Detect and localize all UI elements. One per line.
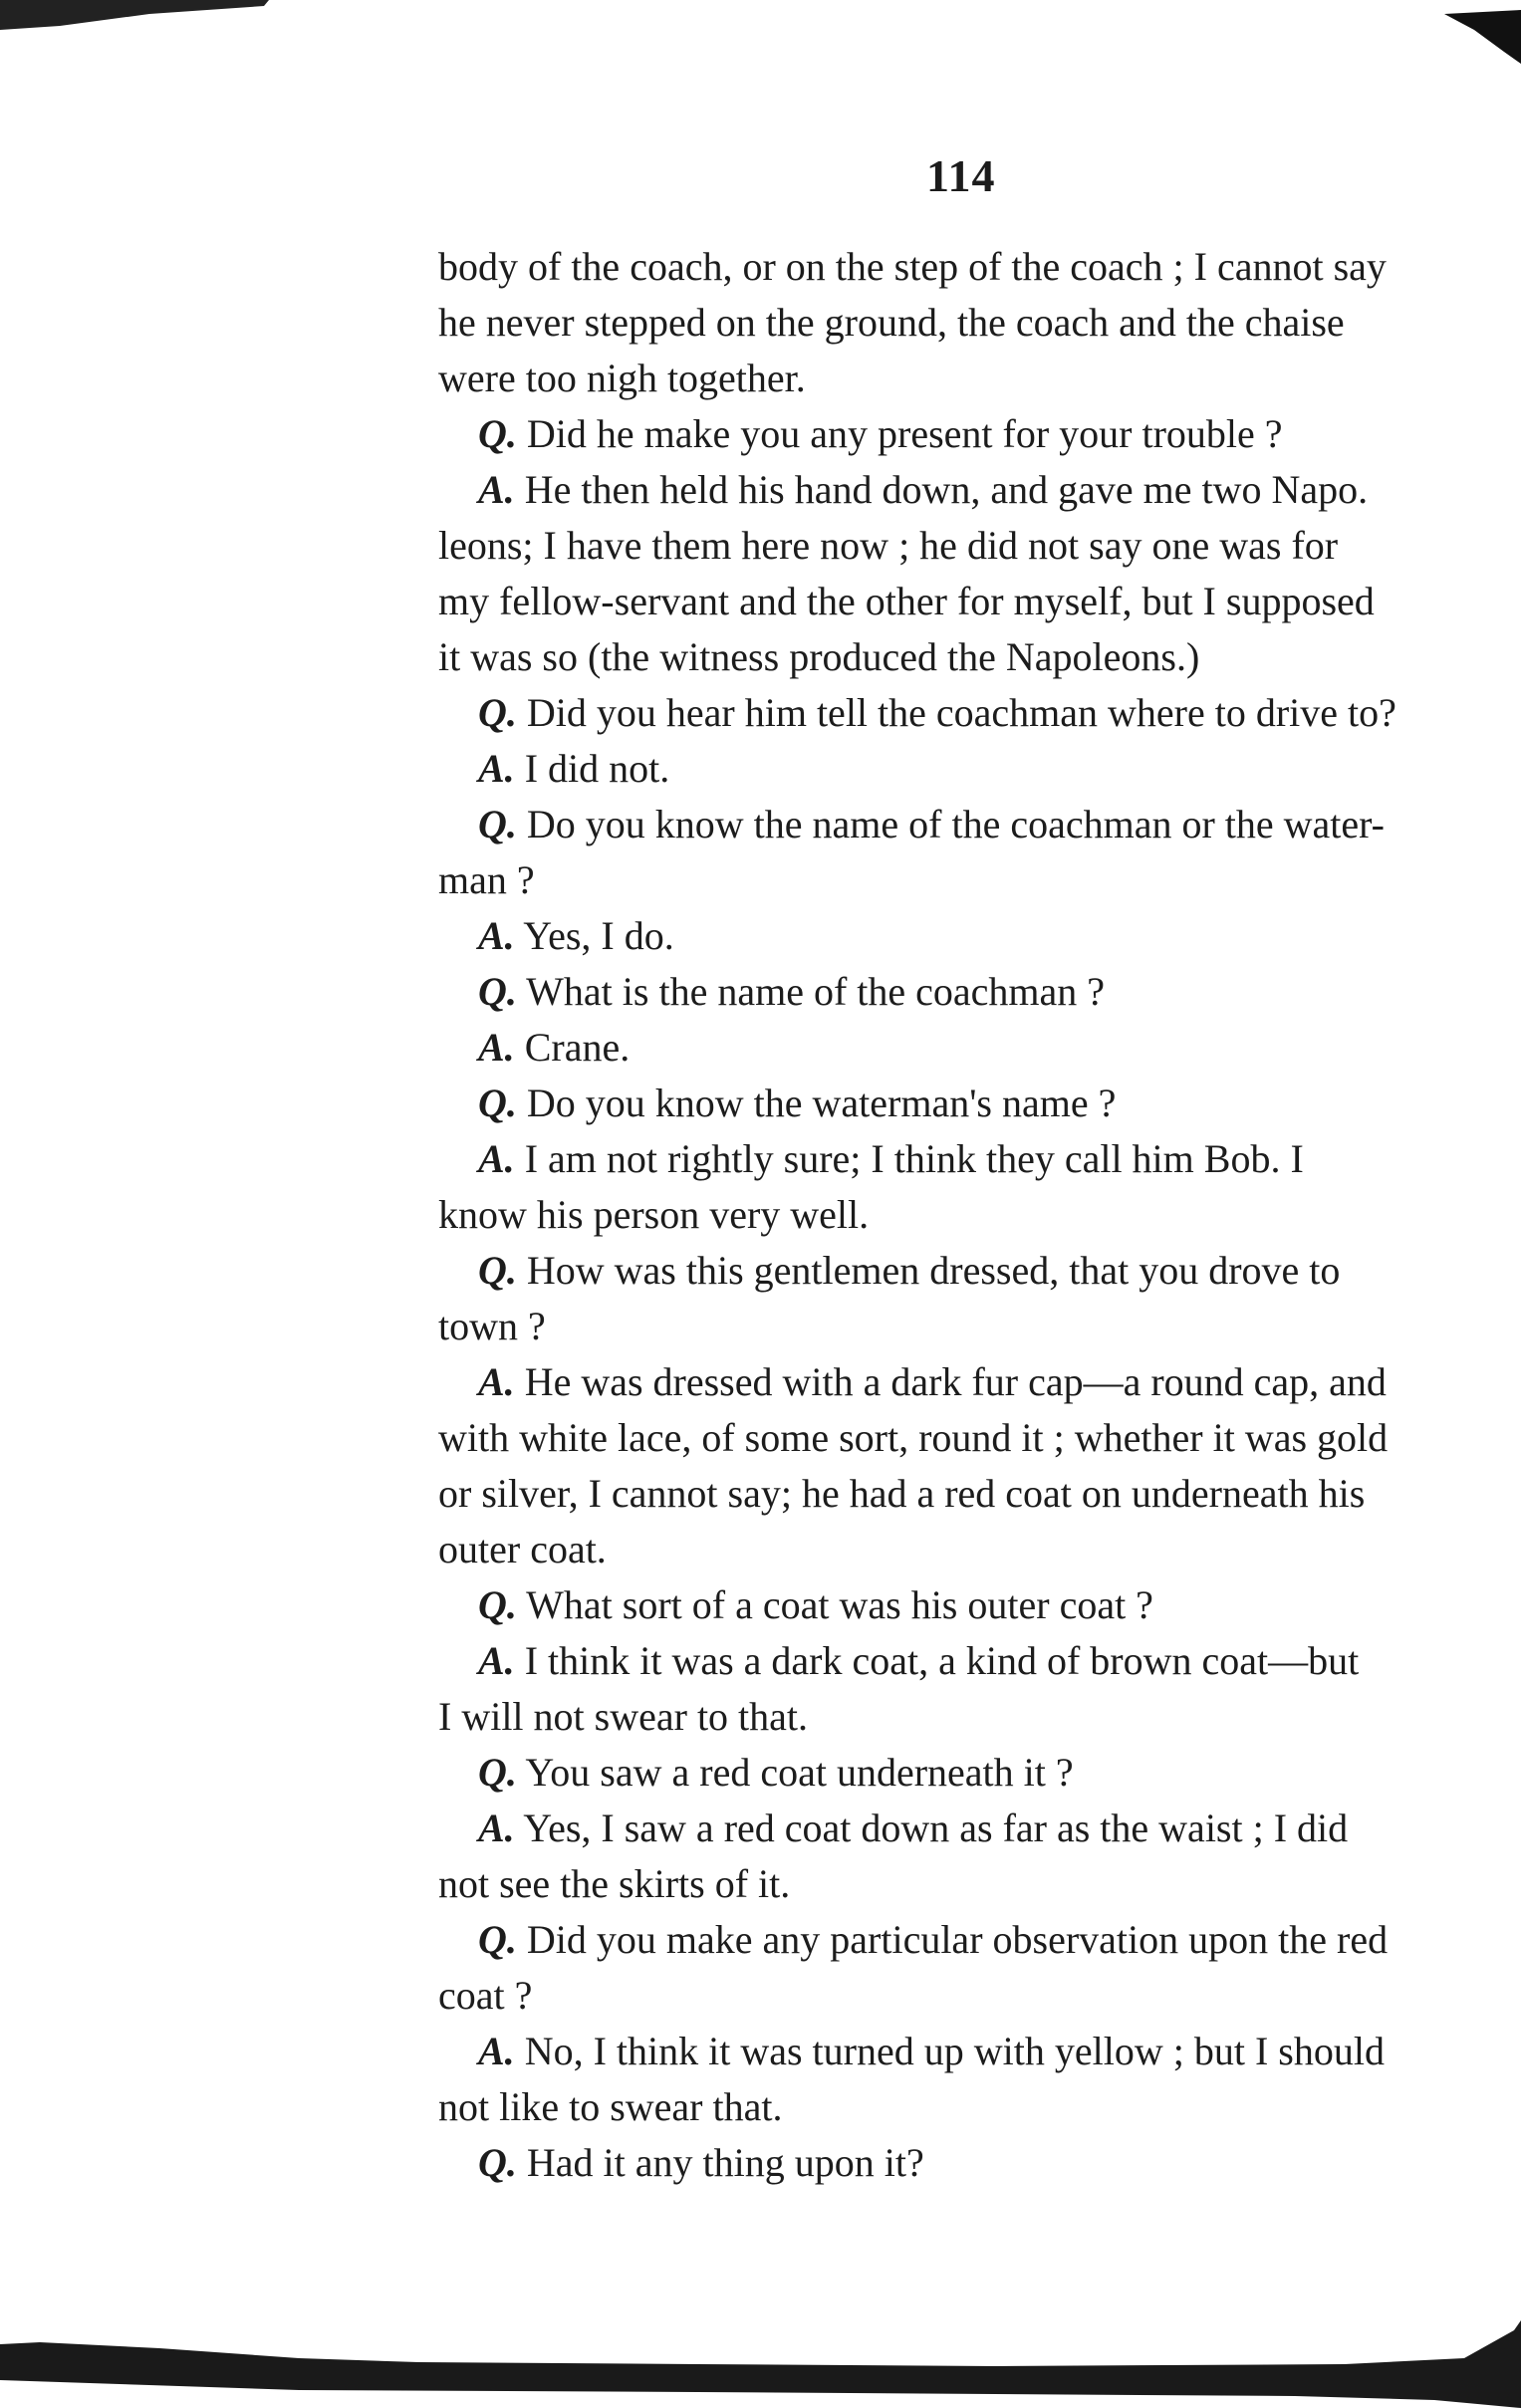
line-text: he never stepped on the ground, the coach and the chaise: [438, 300, 1345, 345]
text-line: [438, 908, 1514, 964]
question-label: Q.: [478, 1750, 517, 1795]
answer-label: A.: [478, 1359, 515, 1404]
line-text: Did you hear him tell the coachman where to drive to?: [526, 690, 1396, 735]
text-line: [438, 685, 1514, 741]
line-text: I think it was a dark coat, a kind of brown coat—but: [524, 1638, 1360, 1683]
text-line: [438, 239, 1514, 295]
text-line: [438, 629, 1514, 685]
answer-label: A.: [478, 1806, 515, 1850]
text-line: [438, 1020, 1514, 1076]
text-line: [438, 1522, 1514, 1577]
scan-edge-top-right: [1434, 0, 1521, 70]
text-line: [438, 462, 1514, 518]
scan-edge-top-left: [0, 0, 279, 40]
line-text: He then held his hand down, and gave me two Napo.: [524, 467, 1369, 512]
text-line: [438, 1745, 1514, 1801]
text-line: [438, 1577, 1514, 1633]
question-label: Q.: [478, 690, 517, 735]
scan-edge-bottom: [0, 2300, 1521, 2408]
line-text: leons; I have them here now ; he did not say one was for: [438, 523, 1339, 568]
line-text: Did he make you any present for your trouble ?: [526, 411, 1283, 456]
answer-label: A.: [478, 1638, 515, 1683]
line-text: Crane.: [524, 1025, 631, 1070]
line-text: Did you make any particular observation upon the red: [526, 1917, 1389, 1962]
line-text: were too nigh together.: [438, 356, 806, 400]
line-text: man ?: [438, 857, 535, 902]
text-line: [438, 1187, 1514, 1243]
text-line: [438, 1689, 1514, 1745]
question-label: Q.: [478, 1248, 517, 1293]
text-line: [438, 1912, 1514, 1968]
question-label: Q.: [478, 411, 517, 456]
text-line: [438, 351, 1514, 406]
text-line: [438, 2135, 1514, 2191]
answer-label: A.: [478, 1025, 515, 1070]
question-label: Q.: [478, 802, 517, 846]
line-text: my fellow-servant and the other for myself, but I supposed: [438, 579, 1375, 623]
answer-label: A.: [478, 467, 515, 512]
question-label: Q.: [478, 2140, 517, 2185]
text-line: [438, 1466, 1514, 1522]
line-text: not see the skirts of it.: [438, 1861, 791, 1906]
text-line: [438, 1801, 1514, 1856]
text-line: [438, 406, 1514, 462]
line-text: with white lace, of some sort, round it ; whether it was gold: [438, 1415, 1389, 1460]
text-line: [438, 1243, 1514, 1299]
body-text: [438, 239, 1514, 2191]
line-text: Do you know the name of the coachman or the water-: [526, 802, 1386, 846]
text-line: [438, 852, 1514, 908]
line-text: it was so (the witness produced the Napoleons.): [438, 634, 1200, 679]
question-label: Q.: [478, 1917, 517, 1962]
text-line: [438, 741, 1514, 797]
text-line: [438, 964, 1514, 1020]
text-line: [438, 1076, 1514, 1131]
line-text: outer coat.: [438, 1527, 607, 1571]
question-label: Q.: [478, 1081, 517, 1125]
question-label: Q.: [478, 969, 517, 1014]
answer-label: A.: [478, 913, 515, 958]
line-text: How was this gentlemen dressed, that you drove to: [526, 1248, 1341, 1293]
line-text: No, I think it was turned up with yellow ; but I should: [524, 2029, 1385, 2073]
line-text: You saw a red coat underneath it ?: [525, 1750, 1074, 1795]
text-line: [438, 1856, 1514, 1912]
text-line: [438, 1968, 1514, 2024]
line-text: I did not.: [524, 746, 670, 791]
text-line: [438, 574, 1514, 629]
text-line: [438, 1131, 1514, 1187]
line-text: not like to swear that.: [438, 2084, 783, 2129]
text-line: [438, 518, 1514, 574]
text-line: [438, 797, 1514, 852]
line-text: Yes, I saw a red coat down as far as the waist ; I did: [523, 1806, 1349, 1850]
text-line: [438, 1354, 1514, 1410]
line-text: I will not swear to that.: [438, 1694, 809, 1739]
line-text: Yes, I do.: [523, 913, 674, 958]
text-line: [438, 2079, 1514, 2135]
text-line: [438, 295, 1514, 351]
answer-label: A.: [478, 746, 515, 791]
line-text: body of the coach, or on the step of the coach ; I cannot say: [438, 244, 1387, 289]
question-label: Q.: [478, 1582, 517, 1627]
line-text: Had it any thing upon it?: [526, 2140, 924, 2185]
answer-label: A.: [478, 2029, 515, 2073]
line-text: or silver, I cannot say; he had a red coat on underneath his: [438, 1471, 1366, 1516]
line-text: Do you know the waterman's name ?: [526, 1081, 1117, 1125]
line-text: He was dressed with a dark fur cap—a round cap, and: [524, 1359, 1387, 1404]
line-text: coat ?: [438, 1973, 533, 2018]
line-text: know his person very well.: [438, 1192, 870, 1237]
text-line: [438, 1633, 1514, 1689]
line-text: I am not rightly sure; I think they call him Bob. I: [524, 1136, 1304, 1181]
line-text: town ?: [438, 1304, 546, 1348]
text-line: [438, 1410, 1514, 1466]
line-text: What is the name of the coachman ?: [526, 969, 1106, 1014]
text-line: [438, 1299, 1514, 1354]
answer-label: A.: [478, 1136, 515, 1181]
line-text: What sort of a coat was his outer coat ?: [526, 1582, 1153, 1627]
text-line: [438, 2024, 1514, 2079]
page-number: 114: [926, 150, 996, 201]
